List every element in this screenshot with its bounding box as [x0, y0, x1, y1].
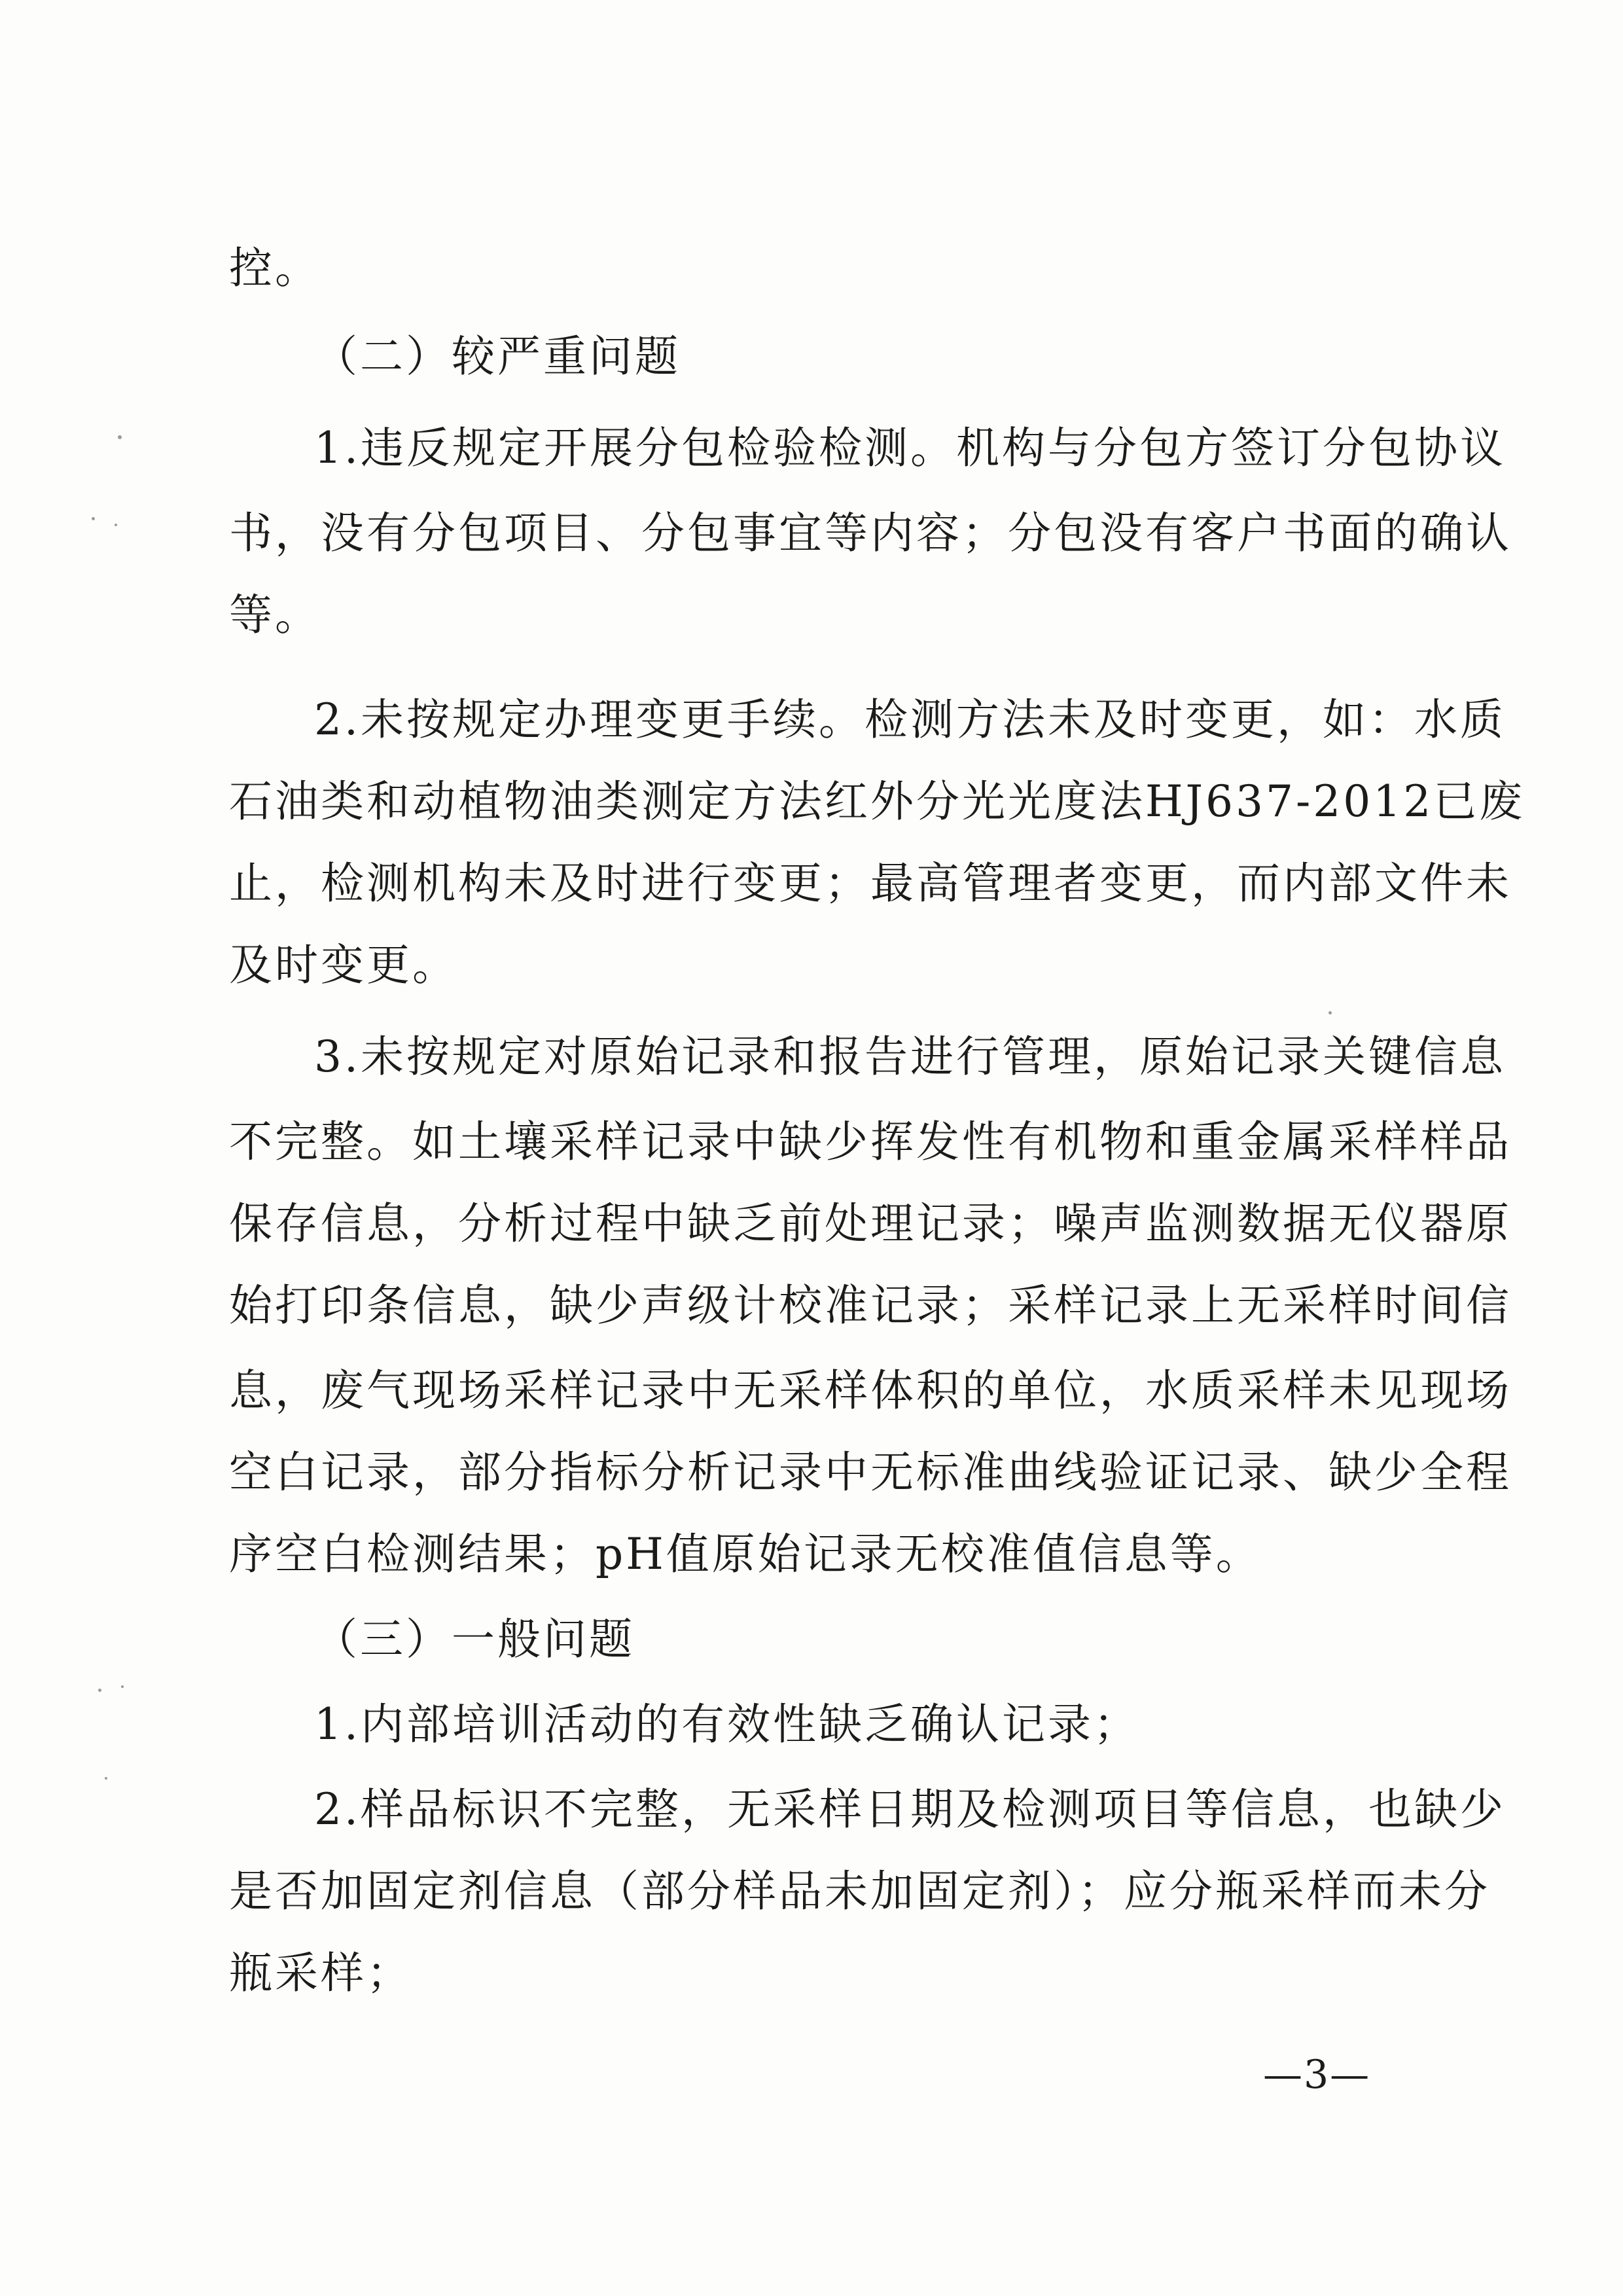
text-line: 是否加固定剂信息（部分样品未加固定剂）；应分瓶采样而未分: [229, 1866, 1490, 1916]
text-line: 书，没有分包项目、分包事宜等内容；分包没有客户书面的确认: [229, 508, 1512, 558]
text-line: 序空白检测结果；pH值原始记录无校准值信息等。: [229, 1529, 1262, 1579]
text-line: 空白记录，部分指标分析记录中无标准曲线验证记录、缺少全程: [229, 1447, 1512, 1498]
text-line: 始打印条信息，缺少声级计校准记录；采样记录上无采样时间信: [229, 1280, 1512, 1331]
text-line: 止，检测机构未及时进行变更；最高管理者变更，而内部文件未: [229, 858, 1512, 908]
scan-speck: [121, 1685, 124, 1688]
section-heading: （三）一般问题: [314, 1614, 635, 1664]
scan-speck: [118, 435, 122, 439]
scan-speck: [105, 1777, 107, 1780]
text-line: 不完整。如土壤采样记录中缺少挥发性有机物和重金属采样样品: [229, 1117, 1512, 1167]
text-line: 等。: [229, 590, 321, 640]
text-line: 息，废气现场采样记录中无采样体积的单位，水质采样未见现场: [229, 1365, 1512, 1416]
text-line: 石油类和动植物油类测定方法红外分光光度法HJ637-2012已废: [229, 776, 1525, 827]
section-heading: （二）较严重问题: [314, 331, 681, 382]
text-line: 保存信息，分析过程中缺乏前处理记录；噪声监测数据无仪器原: [229, 1198, 1512, 1249]
text-line: 瓶采样；: [229, 1948, 412, 1998]
text-line: 2.样品标识不完整，无采样日期及检测项目等信息，也缺少: [314, 1784, 1506, 1835]
text-line: 1.内部培训活动的有效性缺乏确认记录；: [314, 1699, 1139, 1749]
scan-speck: [98, 1689, 101, 1692]
scan-speck: [115, 524, 117, 526]
text-line: 2.未按规定办理变更手续。检测方法未及时变更，如：水质: [314, 694, 1506, 745]
text-line: 1.违反规定开展分包检验检测。机构与分包方签订分包协议: [314, 423, 1506, 473]
page-number: —3—: [1263, 2052, 1371, 2098]
text-line: 控。: [229, 243, 321, 293]
scan-speck: [1329, 1011, 1332, 1014]
text-line: 及时变更。: [229, 940, 458, 990]
scan-speck: [92, 517, 95, 520]
text-line: 3.未按规定对原始记录和报告进行管理，原始记录关键信息: [314, 1031, 1506, 1082]
